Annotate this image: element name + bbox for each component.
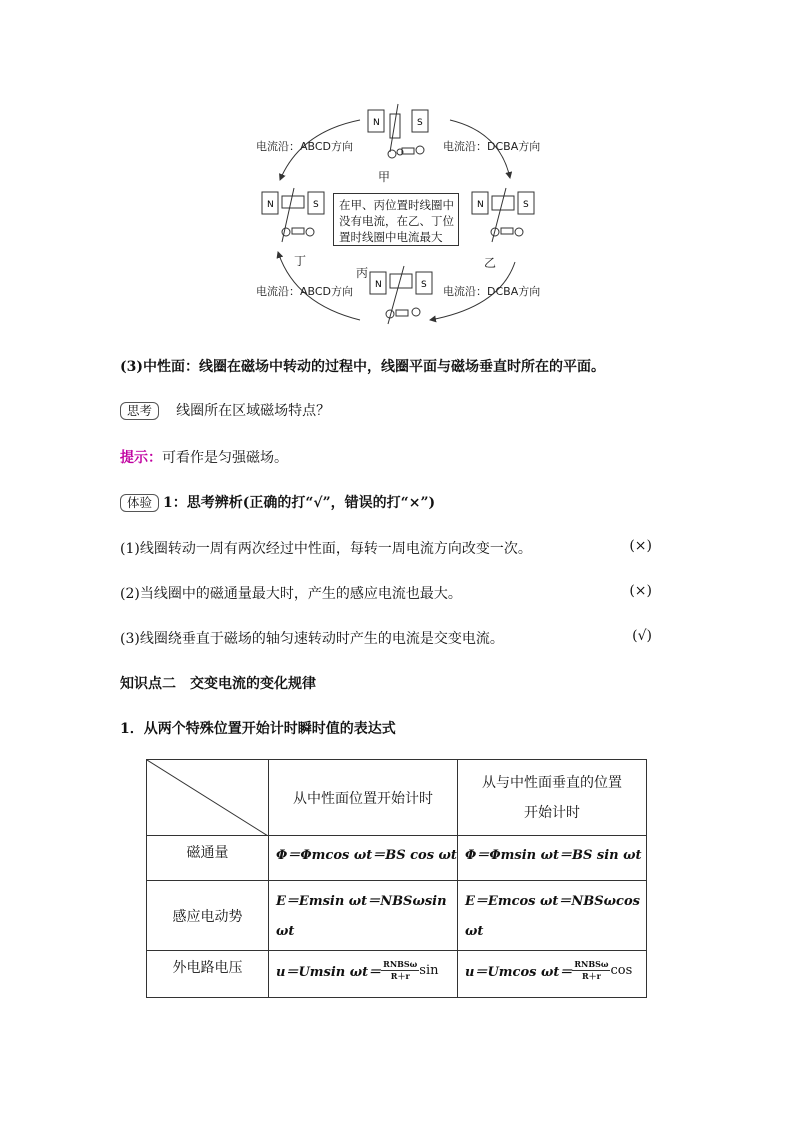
formula-table [146,759,647,998]
voltage-perpendicular-tail: cos [610,963,633,978]
cell-flux-perpendicular: Φ＝Φmsin ωt＝BS sin ωt [458,836,647,881]
generator-top [368,104,428,158]
voltage-neutral-tail: sin [419,963,439,978]
svg-text:S: S [417,118,423,128]
label-yi: 乙 [484,256,497,270]
voltage-perpendicular-fraction [572,959,610,982]
practice-item-text: (1)线圈转动一周有两次经过中性面，每转一周电流方向改变一次。 [120,541,532,557]
cell-emf-perpendicular [458,881,647,951]
hint-label: 提示： [120,450,162,466]
hint-text: 可看作是匀强磁场。 [162,450,288,466]
current-direction-top-right: 电流沿：DCBA方向 [443,140,541,153]
label-ding: 丁 [294,254,307,268]
fraction-numerator: RNBSω [574,959,609,969]
practice-item-2 [120,583,652,603]
table-header-row [147,760,647,836]
table-row-flux [147,836,647,881]
header-perpendicular-line-2: 开始计时 [524,804,580,821]
neutral-plane-definition: (3)中性面：线圈在磁场中转动的过程中，线圈平面与磁场垂直时所在的平面。 [120,359,605,375]
current-direction-bottom-right: 电流沿：DCBA方向 [443,285,541,298]
header-perpendicular [458,760,647,836]
table-row-emf [147,881,647,951]
svg-text:S: S [313,200,319,210]
center-note-line-3: 置时线圈中电流最大 [339,230,443,244]
svg-text:N: N [375,280,382,290]
cell-voltage-neutral [269,951,458,998]
header-perpendicular-line-1: 从与中性面垂直的位置 [482,774,622,791]
label-jia: 甲 [378,170,391,184]
practice-header [120,492,435,512]
label-bing: 丙 [356,266,369,280]
practice-item-mark: (×) [629,538,652,554]
practice-item-text: (2)当线圈中的磁通量最大时，产生的感应电流也最大。 [120,586,462,602]
table-row-voltage [147,951,647,998]
practice-tag: 体验 [120,494,159,512]
practice-item-3 [120,628,652,648]
practice-item-text: (3)线圈绕垂直于磁场的轴匀速转动时产生的电流是交变电流。 [120,631,504,647]
header-neutral-plane: 从中性面位置开始计时 [269,760,458,836]
cell-emf-neutral [269,881,458,951]
svg-text:N: N [477,200,484,210]
practice-item-1 [120,538,652,558]
think-tag: 思考 [120,402,159,420]
fraction-denominator: R＋r [581,971,601,981]
cell-emf-perpendicular-line-2: ωt [465,924,484,939]
voltage-neutral-fraction [381,959,419,982]
fraction-numerator: RNBSω [383,959,418,969]
subheading: 1．从两个特殊位置开始计时瞬时值的表达式 [120,721,396,737]
think-block [120,400,330,420]
center-note-box [333,193,459,246]
generator-left [262,188,324,242]
cell-voltage-perpendicular [458,951,647,998]
generator-right [472,188,534,242]
center-note-line-2: 没有电流，在乙、丁位 [339,214,454,228]
generator-bottom [370,266,432,324]
diagonal-line [147,760,268,836]
svg-text:S: S [421,280,427,290]
section-heading: 知识点二 交变电流的变化规律 [120,676,316,692]
svg-text:N: N [267,200,274,210]
voltage-perpendicular-prefix: u＝Umcos ωt＝ [465,965,573,980]
current-direction-top-left: 电流沿：ABCD方向 [256,140,354,153]
practice-item-mark: (√) [632,628,652,644]
voltage-neutral-prefix: u＝Umsin ωt＝ [276,965,382,980]
current-direction-bottom-left: 电流沿：ABCD方向 [256,285,354,298]
row-label-voltage: 外电路电压 [147,951,269,998]
center-note-line-1: 在甲、丙位置时线圈中 [339,198,454,212]
fraction-denominator: R＋r [390,971,410,981]
think-question: 线圈所在区域磁场特点？ [176,403,331,419]
row-label-emf: 感应电动势 [147,881,269,951]
practice-title: 1：思考辨析(正确的打“√”，错误的打“×”) [163,495,436,511]
svg-text:N: N [373,118,380,128]
diagonal-header-cell [147,760,269,836]
svg-text:S: S [523,200,529,210]
hint-block [120,447,288,467]
cell-emf-neutral-line-1: E＝Emsin ωt＝NBSωsin [276,894,447,909]
cell-flux-neutral: Φ＝Φmcos ωt＝BS cos ωt [269,836,458,881]
cell-emf-perpendicular-line-1: E＝Emcos ωt＝NBSωcos [465,894,640,909]
practice-item-mark: (×) [629,583,652,599]
row-label-flux: 磁通量 [147,836,269,881]
cell-emf-neutral-line-2: ωt [276,924,295,939]
